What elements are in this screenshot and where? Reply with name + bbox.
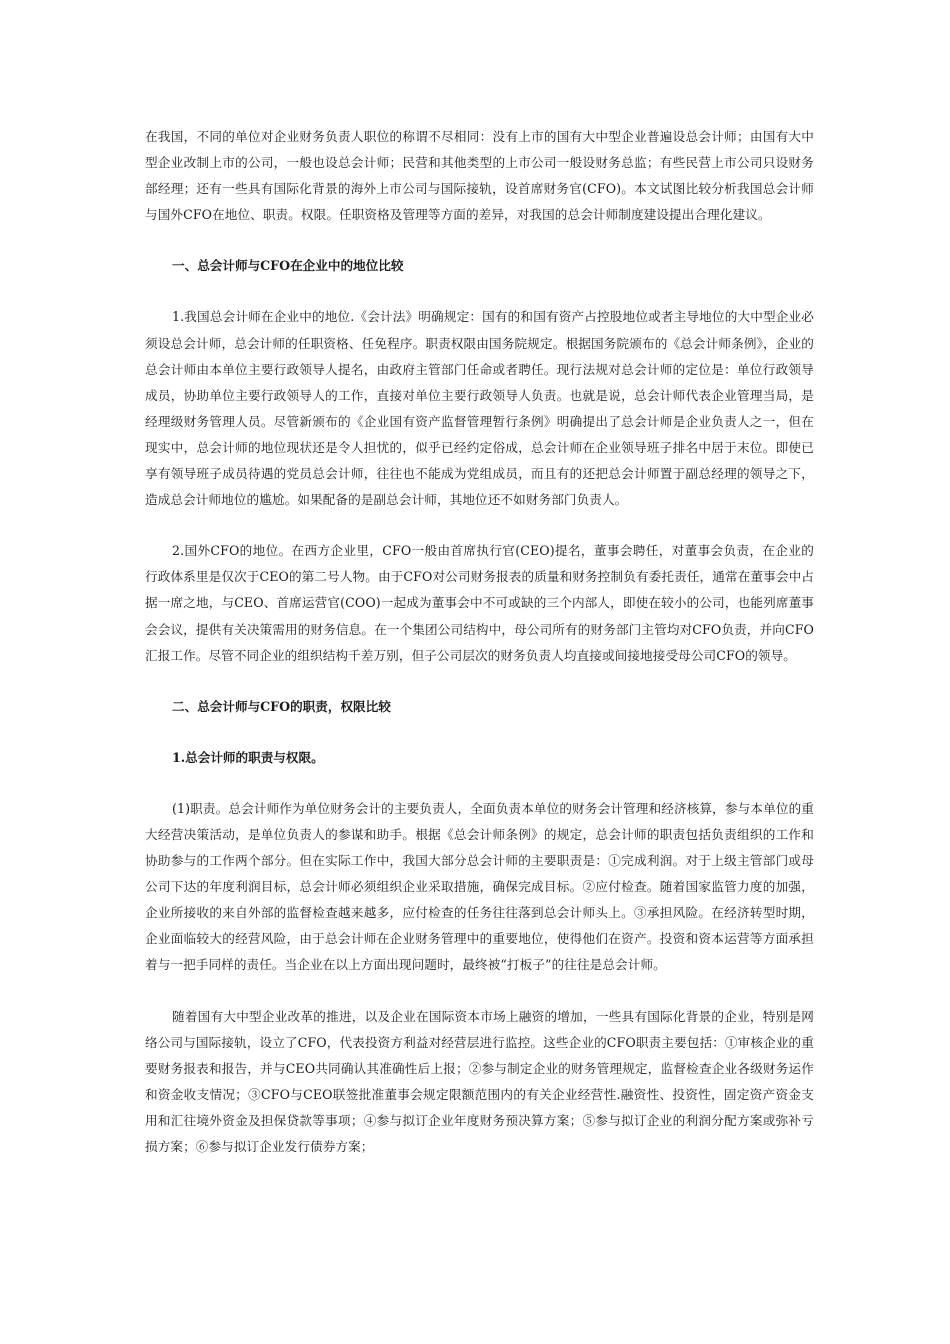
section1-heading: 一、总会计师与CFO在企业中的地位比较: [172, 258, 404, 274]
spacer: [145, 771, 814, 796]
section2-paragraph-1: (1)职责。总会计师作为单位财务会计的主要负责人，全面负责本单位的财务会计管理和经济核算，参与本单位的重大经营决策活动，是单位负责人的参谋和助手。根据《总会计师条例》的规定，总会计师的职责包括负责组织的工作和协助参与的工作两个部分。但在实际工作中，我国大部分总会计师的主要职责是：①完成利润。对于上级主管部门或母公司下达的年度利润目标，总会计师必须组织企业采取措施，确保完成目标。②应付检查。随着国家监管力度的加强，企业所接收的来自外部的监督检查越来越多，应付检查的任务往往落到总会计师头上。③承担风险。在经济转型时期，企业面临较大的经营风险，由于总会计师在企业财务管理中的重要地位，使得他们在资产。投资和资本运营等方面承担着与一把手同样的责任。当企业在以上方面出现问题时，最终被“打板子”的往往是总会计师。: [145, 800, 814, 973]
spacer: [145, 669, 814, 694]
section2-heading: 二、总会计师与CFO的职责，权限比较: [172, 698, 391, 714]
spacer: [145, 513, 814, 538]
spacer: [145, 720, 814, 745]
spacer: [145, 228, 814, 253]
intro-paragraph: 在我国，不同的单位对企业财务负责人职位的称谓不尽相同：没有上市的国有大中型企业普遍设总会计师；由国有大中型企业改制上市的公司，一般也设总会计师；民营和其他类型的上市公司一般设财务总监；有些民营上市公司只设财务部经理；还有一些具有国际化背景的海外上市公司与国际接轨，设首席财务官(CFO)。本文试图比较分析我国总会计师与国外CFO在地位、职责。权限。任职资格及管理等方面的差异，对我国的总会计师制度建设提出合理化建议。: [145, 129, 814, 223]
section2-subheading-1: 1.总会计师的职责与权限。: [172, 749, 324, 765]
spacer: [145, 979, 814, 1004]
spacer: [145, 279, 814, 304]
section1-paragraph-1: 1.我国总会计师在企业中的地位.《会计法》明确规定：国有的和国有资产占控股地位或者主导地位的大中型企业必须设总会计师，总会计师的任职资格、任免程序。职责权限由国务院规定。根据国务院颁布的《总会计师条例》，企业的总会计师由本单位主要行政领导人提名，由政府主管部门任命或者聘任。现行法规对总会计师的定位是：单位行政领导成员，协助单位主要行政领导人的工作，直接对单位主要行政领导人负责。也就是说，总会计师代表企业管理当局，是经理级财务管理人员。尽管新颁布的《企业国有资产监督管理暂行条例》明确提出了总会计师是企业负责人之一，但在现实中，总会计师的地位现状还是令人担忧的，似乎已经约定俗成，总会计师在企业领导班子排名中居于末位。即使已享有领导班子成员待遇的党员总会计师，往往也不能成为党组成员，而且有的还把总会计师置于副总经理的领导之下，造成总会计师地位的尴尬。如果配备的是副总会计师，其地位还不如财务部门负责人。: [145, 309, 814, 508]
section2-paragraph-2: 随着国有大中型企业改革的推进，以及企业在国际资本市场上融资的增加，一些具有国际化背景的企业，特别是网络公司与国际接轨，设立了CFO，代表投资方利益对经营层进行监控。这些企业的CFO职责主要包括：①审核企业的重要财务报表和报告，并与CEO共同确认其准确性后上报；②参与制定企业的财务管理规定，监督检查企业各级财务运作和资金收支情况；③CFO与CEO联签批准董事会规定限额范围内的有关企业经营性.融资性、投资性，固定资产资金支用和汇往境外资金及担保贷款等事项；④参与拟订企业年度财务预决算方案；⑤参与拟订企业的利润分配方案或弥补亏损方案；⑥参与拟订企业发行债券方案；: [145, 1008, 814, 1154]
section1-paragraph-2: 2.国外CFO的地位。在西方企业里，CFO一般由首席执行官(CEO)提名，董事会聘任，对董事会负责，在企业的行政体系里是仅次于CEO的第二号人物。由于CFO对公司财务报表的质量和财务控制负有委托责任，通常在董事会中占据一席之地，与CEO、首席运营官(COO)一起成为董事会中不可或缺的三个内部人，即使在较小的公司，也能列席董事会会议，提供有关决策需用的财务信息。在一个集团公司结构中，母公司所有的财务部门主管均对CFO负责，并向CFO汇报工作。尽管不同企业的组织结构千差万别，但子公司层次的财务负责人均直接或间接地接受母公司CFO的领导。: [145, 543, 814, 663]
